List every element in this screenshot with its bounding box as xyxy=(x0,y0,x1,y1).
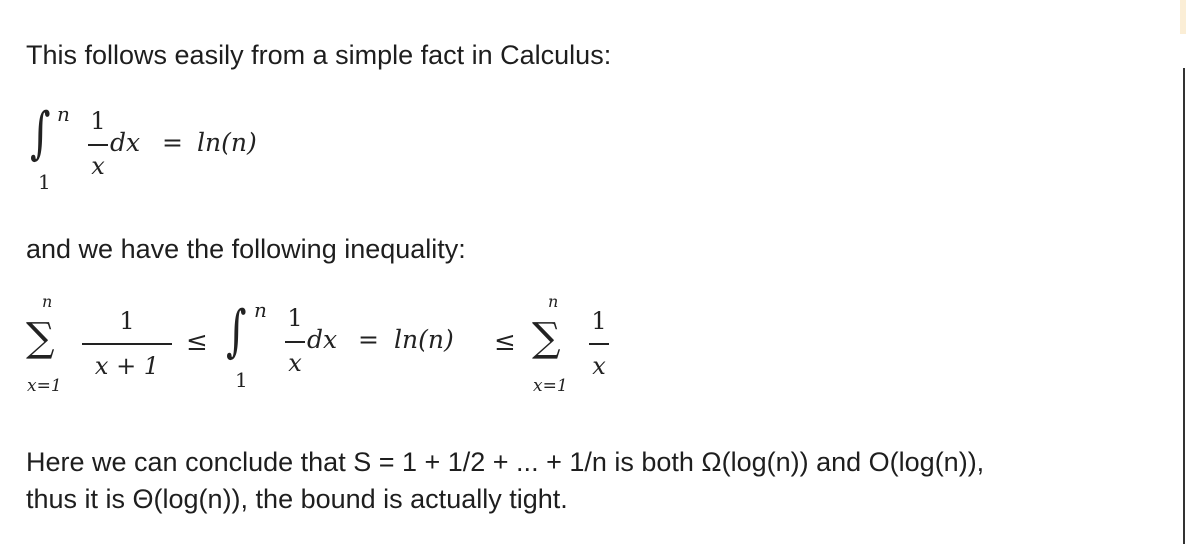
sum1-upper-limit: n xyxy=(42,292,53,311)
inequality-intro-text: and we have the following inequality: xyxy=(26,234,466,264)
leq-sign-2: ≤ xyxy=(494,327,516,357)
integrand-fraction-bar xyxy=(285,341,305,343)
differential-2: dx xyxy=(307,325,338,354)
integral-sign-2: ∫ xyxy=(226,299,247,364)
sum2-upper-limit: n xyxy=(548,292,559,311)
sum2-denominator: x xyxy=(592,352,606,380)
integrand-numerator: 1 xyxy=(287,304,303,332)
corner-tab xyxy=(1180,0,1186,34)
sum2-fraction-bar xyxy=(589,343,609,345)
conclusion-line-1: Here we can conclude that S = 1 + 1/2 + ... + 1/n is both Ω(log(n)) and O(log(n)), xyxy=(26,447,985,477)
right-border-line xyxy=(1183,68,1185,544)
sum1-sign: ∑ xyxy=(26,315,55,361)
sum2-numerator: 1 xyxy=(591,307,607,335)
conclusion-line-2: thus it is Θ(log(n)), the bound is actually tight. xyxy=(26,484,568,514)
sum1-numerator: 1 xyxy=(119,307,135,335)
equals-sign-2: = xyxy=(358,325,379,354)
sum1-fraction-bar xyxy=(82,343,172,345)
integral-lower-limit: 1 xyxy=(38,170,51,194)
integrand-denominator: x xyxy=(288,349,302,377)
sum2-lower-limit: x=1 xyxy=(533,376,568,396)
equals-sign: = xyxy=(162,128,183,157)
differential: dx xyxy=(110,128,141,157)
conclusion-text xyxy=(26,444,984,518)
sum2-sign: ∑ xyxy=(532,315,561,361)
fraction-bar xyxy=(88,144,108,146)
fraction-denominator: x xyxy=(91,152,105,180)
middle-ln-n: ln(n) xyxy=(394,325,454,354)
fraction-numerator: 1 xyxy=(90,107,106,135)
sum1-denominator: x + 1 xyxy=(94,352,160,380)
intro-text: This follows easily from a simple fact in Calculus: xyxy=(26,40,612,70)
leq-sign-1: ≤ xyxy=(186,327,208,357)
rhs-ln-n: ln(n) xyxy=(197,128,257,157)
integral-sign: ∫ xyxy=(30,101,51,166)
sum1-lower-limit: x=1 xyxy=(27,376,62,396)
integral-lower-limit-2: 1 xyxy=(235,368,248,392)
integral-upper-limit-2: n xyxy=(254,298,267,322)
integral-upper-limit: n xyxy=(57,102,70,126)
